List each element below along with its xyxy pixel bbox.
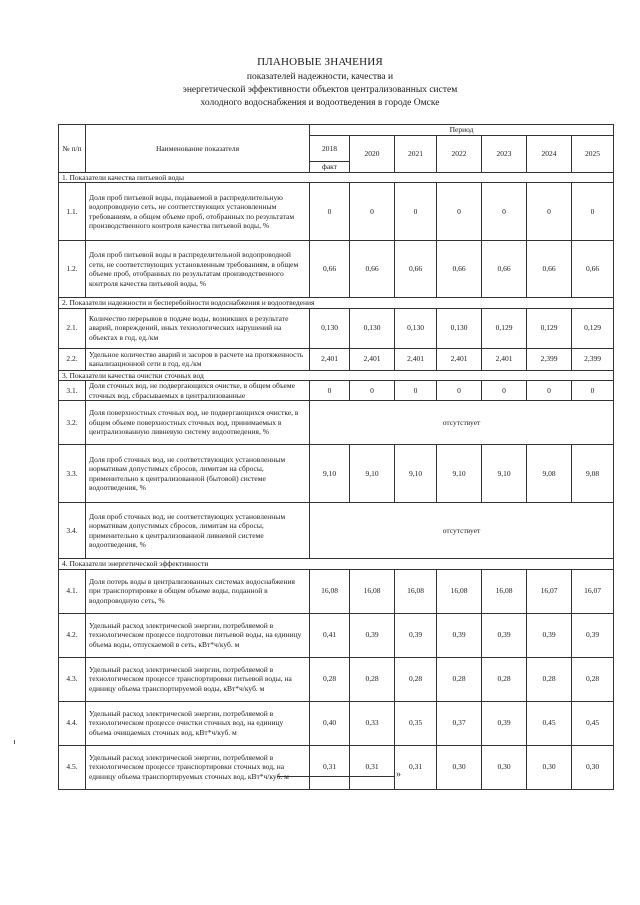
header-num: № п/п <box>59 125 86 173</box>
indicator-value: 16,08 <box>437 569 482 613</box>
indicator-value: 0,39 <box>395 613 437 657</box>
indicator-value: 9,08 <box>527 445 572 503</box>
indicator-value: 0,130 <box>395 308 437 348</box>
indicator-name: Доля потерь воды в централизованных системах водоснабжения при транспортировке в общем объеме воды, поданной в водопроводную сеть, % <box>86 569 310 613</box>
indicator-name: Доля сточных вод, не подвергающихся очистке, в общем объеме сточных вод, сбрасываемых в централизованные <box>86 381 310 401</box>
row-number: 4.3. <box>59 657 86 701</box>
indicator-value: 0,66 <box>572 241 614 298</box>
indicator-value: 0,66 <box>527 241 572 298</box>
indicator-value: 2,401 <box>437 348 482 370</box>
indicator-name: Удельный расход электрической энергии, потребляемой в технологическом процессе очистки сточных вод, на единицу объема очищаемых сточных вод, кВт*ч/куб. м <box>86 701 310 745</box>
indicator-value: 16,08 <box>395 569 437 613</box>
indicator-name: Удельное количество аварий и засоров в расчете на протяженность канализационной сети в год, ед./км <box>86 348 310 370</box>
indicator-value: 16,07 <box>527 569 572 613</box>
indicator-name: Удельный расход электрической энергии, потребляемой в технологическом процессе транспортировки сточных вод, на единицу объема транспортируемых сточных вод, кВт*ч/куб. м <box>86 745 310 789</box>
indicator-value: 0,129 <box>482 308 527 348</box>
margin-mark <box>14 740 19 744</box>
indicator-value: 0,28 <box>482 657 527 701</box>
indicator-value: 16,08 <box>310 569 350 613</box>
indicator-value: 0,39 <box>437 613 482 657</box>
section-title: 3. Показатели качества очистки сточных вод <box>59 370 614 381</box>
indicator-value: 0,31 <box>395 745 437 789</box>
indicator-value: 9,10 <box>310 445 350 503</box>
section-title: 4. Показатели энергетической эффективности <box>59 559 614 570</box>
indicator-value: 0,31 <box>350 745 395 789</box>
indicator-value: 0,130 <box>350 308 395 348</box>
header-name: Наименование показателя <box>86 125 310 173</box>
indicator-value: 0 <box>437 381 482 401</box>
title-main: ПЛАНОВЫЕ ЗНАЧЕНИЯ <box>257 56 383 68</box>
section-row <box>59 559 614 570</box>
indicator-value: 0,66 <box>482 241 527 298</box>
header-year: 2021 <box>395 136 437 173</box>
indicator-value: 9,08 <box>572 445 614 503</box>
row-number: 3.1. <box>59 381 86 401</box>
indicator-value: 16,08 <box>350 569 395 613</box>
indicator-value: 0,30 <box>572 745 614 789</box>
indicator-value: 0,40 <box>310 701 350 745</box>
indicator-value: 0,28 <box>572 657 614 701</box>
indicator-value: 16,08 <box>482 569 527 613</box>
header-fact: факт <box>310 162 350 173</box>
row-number: 3.4. <box>59 503 86 559</box>
table-row <box>59 701 614 745</box>
indicator-value: 0,39 <box>350 613 395 657</box>
indicator-value: 0,66 <box>437 241 482 298</box>
table-row <box>59 308 614 348</box>
section-title: 2. Показатели надежности и бесперебойности водоснабжения и водоотведения <box>59 298 614 309</box>
indicator-value: 9,10 <box>437 445 482 503</box>
row-number: 4.1. <box>59 569 86 613</box>
indicator-value: 0,31 <box>310 745 350 789</box>
table-row <box>59 657 614 701</box>
indicator-value: 0,129 <box>572 308 614 348</box>
section-row <box>59 298 614 309</box>
header-period: Период <box>310 125 614 136</box>
header-year: 2020 <box>350 136 395 173</box>
table-row <box>59 503 614 559</box>
title-line-4: холодного водоснабжения и водоотведения в городе Омске <box>200 98 440 108</box>
indicator-value: 0,30 <box>437 745 482 789</box>
indicator-value: 2,401 <box>395 348 437 370</box>
table-row <box>59 401 614 445</box>
row-number: 4.4. <box>59 701 86 745</box>
indicator-value: 0,39 <box>482 613 527 657</box>
closing-quote: » <box>396 769 401 780</box>
indicator-value: 0,39 <box>482 701 527 745</box>
indicator-name: Удельный расход электрической энергии, потребляемой в технологическом процессе подготовки питьевой воды, на единицу объема воды, отпускаемой в сеть, кВт*ч/куб. м <box>86 613 310 657</box>
row-number: 3.2. <box>59 401 86 445</box>
section-row <box>59 370 614 381</box>
row-number: 4.2. <box>59 613 86 657</box>
table-row <box>59 745 614 789</box>
indicator-value: 0,33 <box>350 701 395 745</box>
indicator-value: 0 <box>527 381 572 401</box>
indicator-value: 0,45 <box>572 701 614 745</box>
indicator-value: 0,130 <box>437 308 482 348</box>
indicator-value: 0,45 <box>527 701 572 745</box>
indicator-value: 0,129 <box>527 308 572 348</box>
indicator-value: 0,28 <box>437 657 482 701</box>
indicator-value: 0 <box>350 381 395 401</box>
section-title: 1. Показатели качества питьевой воды <box>59 172 614 183</box>
indicator-value: 0 <box>310 183 350 241</box>
indicator-value: 2,399 <box>527 348 572 370</box>
indicator-value: 0 <box>482 381 527 401</box>
indicator-value: 9,10 <box>482 445 527 503</box>
indicator-name: Доля проб питьевой воды в распределительной водопроводной сети, не соответствующих установленным требованиям, в общем объеме проб, отобранных по результатам производственного контроля качества питьевой воды, % <box>86 241 310 298</box>
indicator-value: 0 <box>482 183 527 241</box>
merged-value: отсутствует <box>310 503 614 559</box>
title-line-2: показателей надежности, качества и <box>246 72 394 82</box>
indicator-value: 0,28 <box>350 657 395 701</box>
title-line-3: энергетической эффективности объектов централизованных систем <box>182 85 458 95</box>
header-year: 2022 <box>437 136 482 173</box>
indicator-value: 2,401 <box>310 348 350 370</box>
indicator-name: Доля проб сточных вод, не соответствующих установленным нормативам допустимых сбросов, лимитам на сбросы, применительно к централизованной (бытовой) системе водоотведения, % <box>86 445 310 503</box>
indicator-value: 0,39 <box>572 613 614 657</box>
indicator-value: 0,30 <box>527 745 572 789</box>
indicator-name: Доля проб сточных вод, не соответствующих установленным нормативам допустимых сбросов, лимитам на сбросы, применительно к централизованной ливневой системе водоотведения, % <box>86 503 310 559</box>
header-year: 2025 <box>572 136 614 173</box>
indicator-value: 0,41 <box>310 613 350 657</box>
table-row <box>59 569 614 613</box>
indicator-value: 0 <box>350 183 395 241</box>
table-row <box>59 241 614 298</box>
indicator-name: Количество перерывов в подаче воды, возникших в результате аварий, повреждений, иных технологических нарушений на объектах в год, ед./км <box>86 308 310 348</box>
indicator-value: 2,399 <box>572 348 614 370</box>
indicator-name: Доля поверхностных сточных вод, не подвергающихся очистке, в общем объеме поверхностных сточных вод, принимаемых в централизованную ливневую систему водоотведения, % <box>86 401 310 445</box>
indicator-value: 2,401 <box>482 348 527 370</box>
indicator-value: 0,28 <box>395 657 437 701</box>
indicator-name: Доля проб питьевой воды, подаваемой в распределительную водопроводную сеть, не соответствующих установленным требованиям, в общем объеме проб, отобранных по результатам производственного контроля качества питьевой воды, % <box>86 183 310 241</box>
indicator-value: 0 <box>572 183 614 241</box>
indicator-value: 0 <box>395 183 437 241</box>
indicator-value: 0 <box>395 381 437 401</box>
row-number: 3.3. <box>59 445 86 503</box>
merged-value: отсутствует <box>310 401 614 445</box>
table-row <box>59 381 614 401</box>
row-number: 4.5. <box>59 745 86 789</box>
indicator-value: 0 <box>527 183 572 241</box>
header-year: 2018 <box>310 136 350 162</box>
indicator-value: 2,401 <box>350 348 395 370</box>
indicator-value: 0,30 <box>482 745 527 789</box>
indicator-value: 0 <box>437 183 482 241</box>
row-number: 1.1. <box>59 183 86 241</box>
indicator-value: 0,28 <box>310 657 350 701</box>
indicator-value: 0,37 <box>437 701 482 745</box>
indicator-value: 9,10 <box>350 445 395 503</box>
table-row <box>59 445 614 503</box>
indicators-table <box>58 124 614 790</box>
header-year: 2024 <box>527 136 572 173</box>
indicator-value: 0,39 <box>527 613 572 657</box>
table-row <box>59 613 614 657</box>
row-number: 2.1. <box>59 308 86 348</box>
row-number: 2.2. <box>59 348 86 370</box>
indicator-value: 0 <box>310 381 350 401</box>
table-row <box>59 348 614 370</box>
section-row <box>59 172 614 183</box>
indicator-value: 0,35 <box>395 701 437 745</box>
indicator-value: 0,130 <box>310 308 350 348</box>
row-number: 1.2. <box>59 241 86 298</box>
table-row <box>59 183 614 241</box>
header-year: 2023 <box>482 136 527 173</box>
indicator-value: 0,66 <box>350 241 395 298</box>
signature-line <box>277 776 395 777</box>
indicator-value: 0,28 <box>527 657 572 701</box>
indicator-value: 9,10 <box>395 445 437 503</box>
indicator-value: 0,66 <box>395 241 437 298</box>
indicator-value: 16,07 <box>572 569 614 613</box>
indicator-value: 0,66 <box>310 241 350 298</box>
indicator-name: Удельный расход электрической энергии, потребляемой в технологическом процессе транспортировки питьевой воды, на единицу объема транспортируемой воды, кВт*ч/куб. м <box>86 657 310 701</box>
indicator-value: 0 <box>572 381 614 401</box>
